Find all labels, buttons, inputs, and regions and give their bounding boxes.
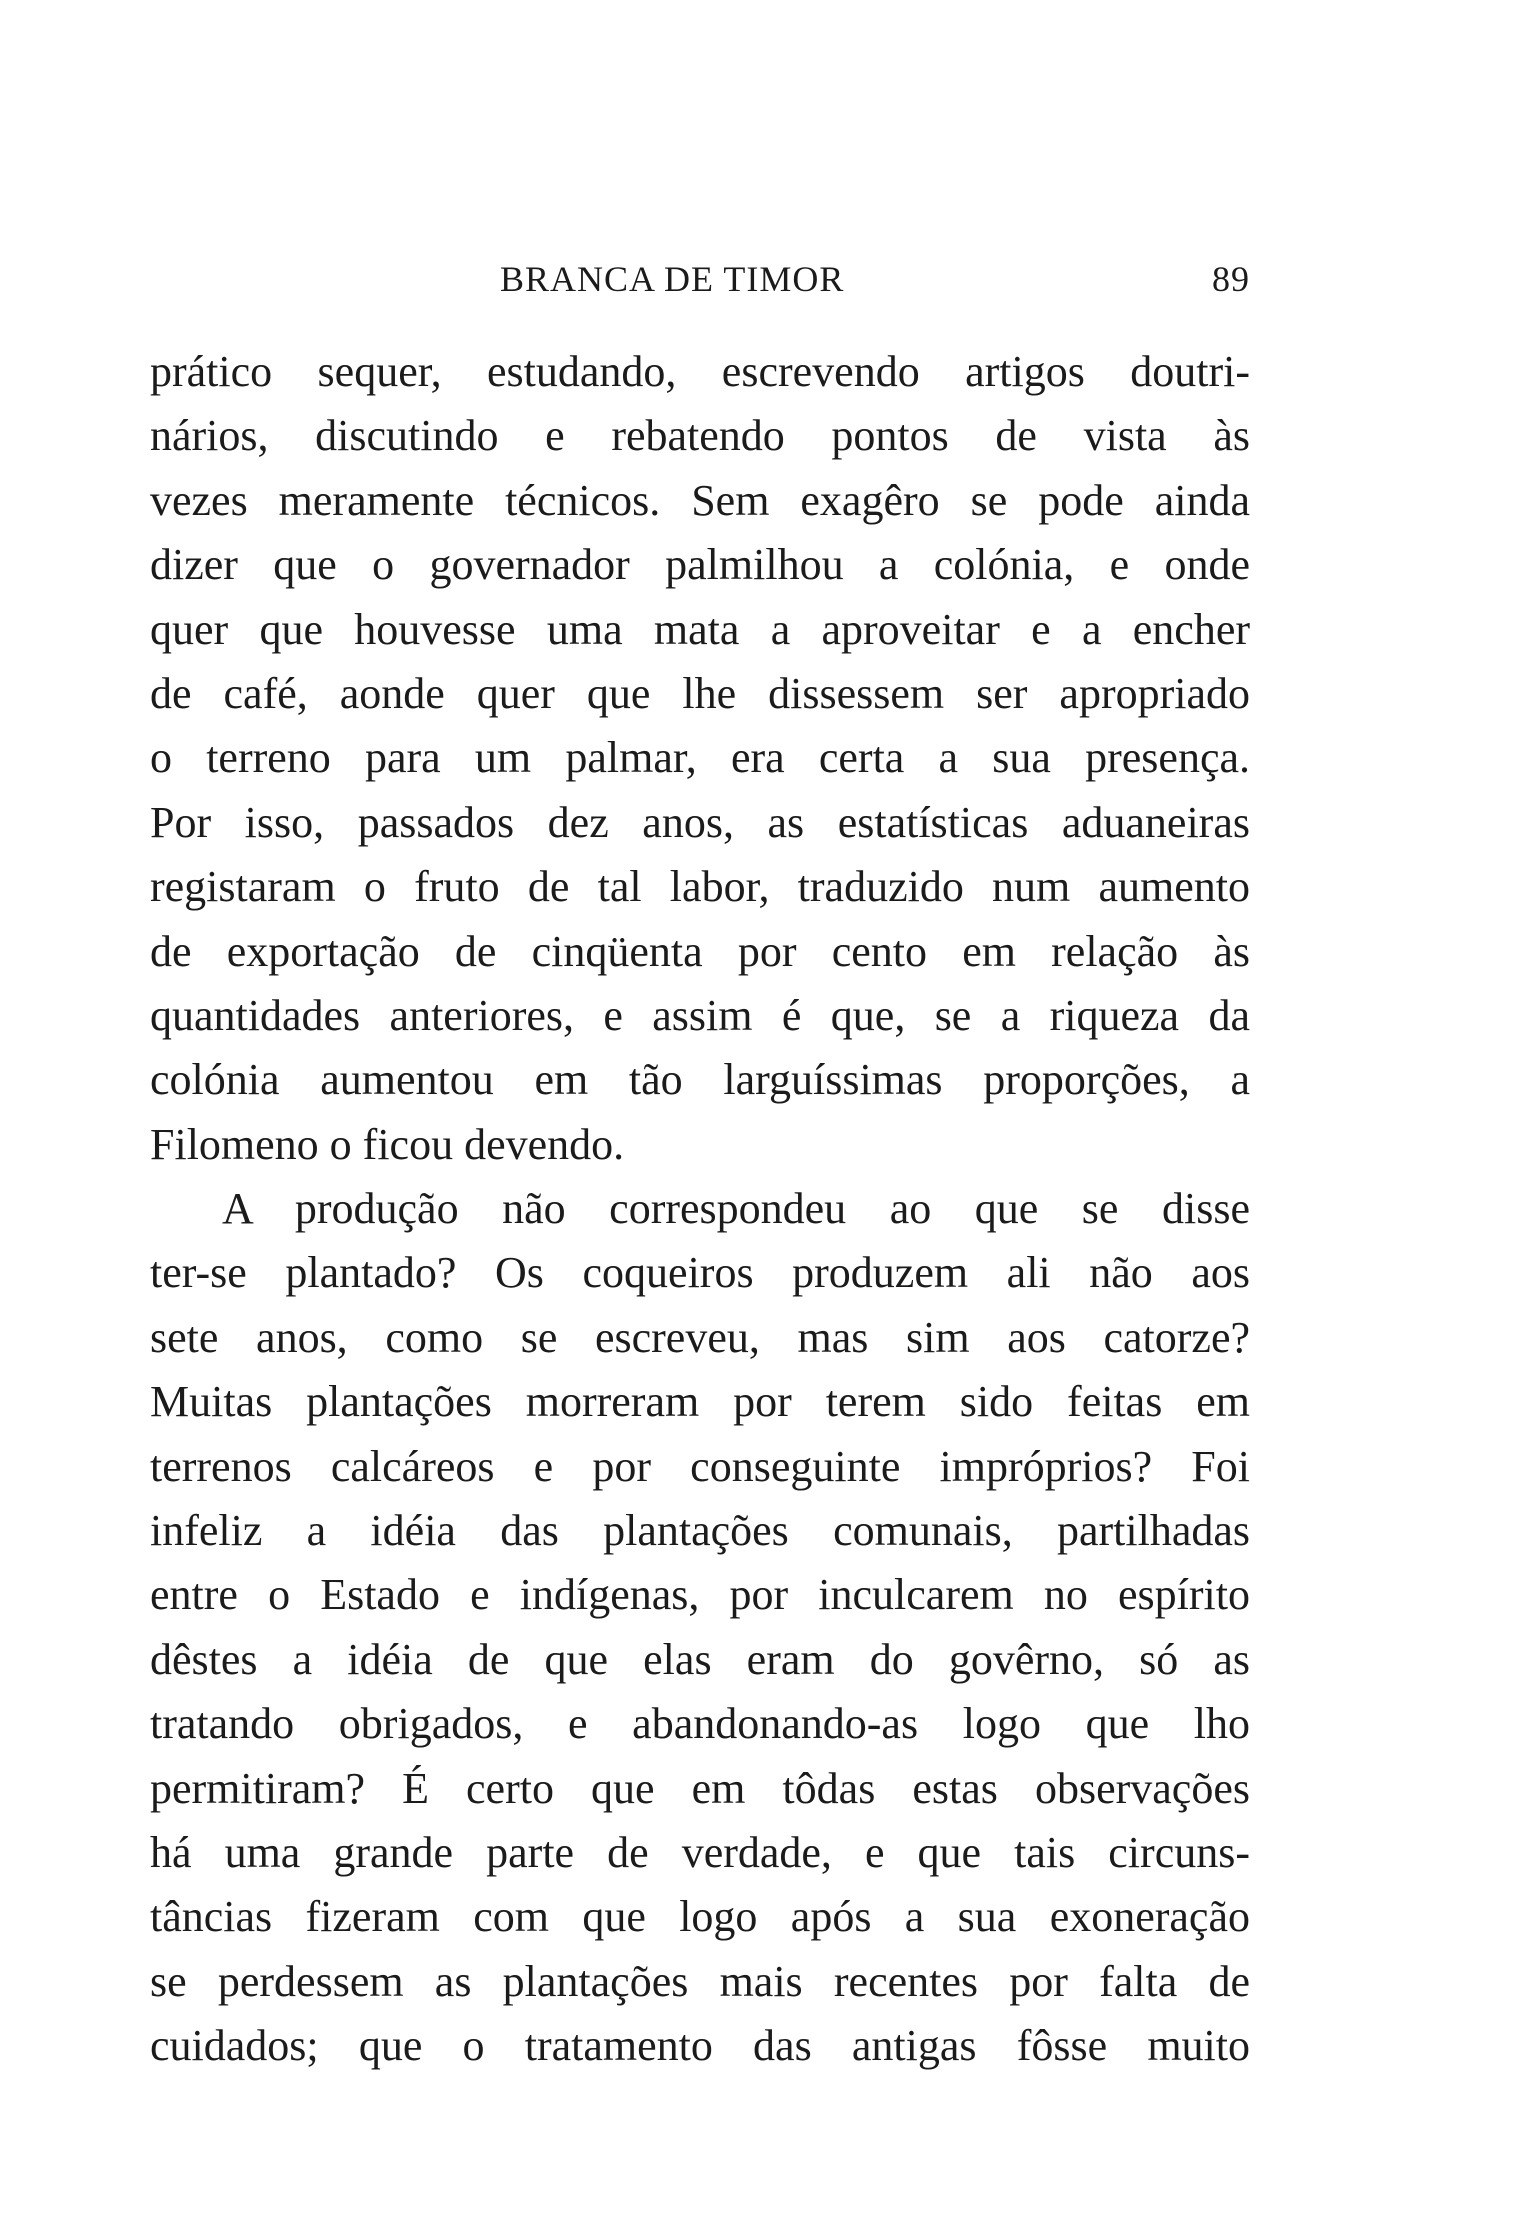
text-line: sete anos, como se escreveu, mas sim aos catorze?	[150, 1312, 1250, 1362]
text-line: dêstes a idéia de que elas eram do govêrno, só as	[150, 1634, 1250, 1684]
text-line: terrenos calcáreos e por conseguinte impróprios? Foi	[150, 1441, 1250, 1491]
paragraph-end-line: Filomeno o ficou devendo.	[150, 1119, 625, 1169]
text-line: registaram o fruto de tal labor, traduzido num aumento	[150, 862, 1250, 912]
text-line: entre o Estado e indígenas, por inculcarem no espírito	[150, 1570, 1250, 1620]
text-line: de exportação de cinqüenta por cento em relação às	[150, 926, 1250, 976]
text-line: Por isso, passados dez anos, as estatísticas aduaneiras	[150, 797, 1250, 847]
text-line: permitiram? É certo que em tôdas estas observações	[150, 1763, 1250, 1813]
text-line: prático sequer, estudando, escrevendo artigos doutri-	[150, 347, 1250, 396]
text-line: quer que houvesse uma mata a aproveitar e a encher	[150, 604, 1250, 654]
text-line: colónia aumentou em tão larguíssimas proporções, a	[150, 1055, 1250, 1105]
text-line: o terreno para um palmar, era certa a sua presença.	[150, 733, 1250, 783]
text-line: ter-se plantado? Os coqueiros produzem ali não aos	[150, 1248, 1250, 1298]
text-line: nários, discutindo e rebatendo pontos de vista às	[150, 411, 1250, 461]
page-header	[150, 258, 1250, 308]
paragraph-start-line: A produção não correspondeu ao que se disse	[222, 1184, 1250, 1234]
text-line: quantidades anteriores, e assim é que, se a riqueza da	[150, 990, 1250, 1040]
text-line: cuidados; que o tratamento das antigas fôsse muito	[150, 2021, 1250, 2071]
text-line: há uma grande parte de verdade, e que tais circuns-	[150, 1827, 1250, 1877]
text-line: dizer que o governador palmilhou a colónia, e onde	[150, 540, 1250, 590]
running-title: BRANCA DE TIMOR	[500, 259, 845, 299]
page-number: 89	[1212, 259, 1250, 299]
text-line: tâncias fizeram com que logo após a sua exoneração	[150, 1892, 1250, 1942]
body-text	[150, 340, 1250, 2079]
text-line: se perdessem as plantações mais recentes por falta de	[150, 1956, 1250, 2006]
text-line: vezes meramente técnicos. Sem exagêro se pode ainda	[150, 475, 1250, 525]
text-line: infeliz a idéia das plantações comunais, partilhadas	[150, 1506, 1250, 1556]
text-line: tratando obrigados, e abandonando-as logo que lho	[150, 1699, 1250, 1749]
text-line: Muitas plantações morreram por terem sido feitas em	[150, 1377, 1250, 1427]
text-line: de café, aonde quer que lhe dissessem ser apropriado	[150, 668, 1250, 718]
